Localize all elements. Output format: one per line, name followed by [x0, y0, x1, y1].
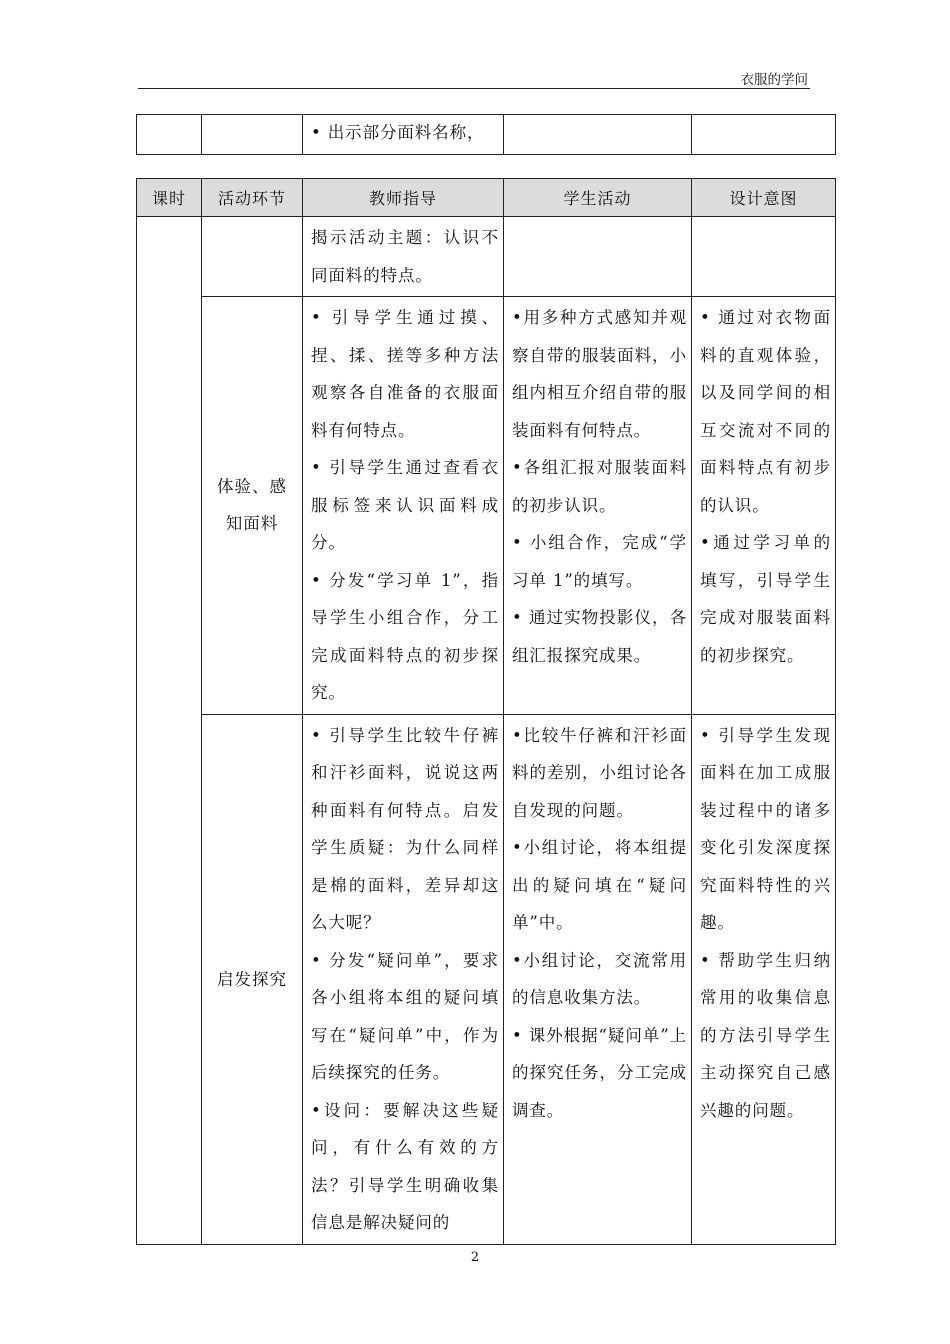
intent-cell — [692, 714, 836, 1244]
student-cell — [504, 297, 692, 715]
teacher-cell — [303, 714, 504, 1244]
intent-paragraph: •通过学习单的填写，引导学生完成对服装面料的初步探究。 — [700, 533, 831, 665]
teacher-paragraph: • 分发“学习单 1”，指导学生小组合作，分工完成面料特点的初步探究。 — [311, 570, 499, 702]
table-row — [137, 217, 836, 297]
teacher-paragraph: • 分发“疑问单”，要求各小组将本组的疑问填写在“疑问单”中，作为后续探究的任务。 — [311, 950, 499, 1082]
table-header-row — [137, 179, 836, 217]
stage-label: 体验、感知面料 — [217, 477, 287, 534]
student-paragraph: •比较牛仔裤和汗衫面料的差别，小组讨论各自发现的问题。 — [512, 725, 687, 820]
intent-paragraph: • 帮助学生归纳常用的收集信息的方法引导学生主动探究自己感兴趣的问题。 — [700, 950, 831, 1120]
student-paragraph: •小组讨论，交流常用的信息收集方法。 — [512, 950, 687, 1007]
stage-cell — [202, 217, 303, 297]
intent-cell — [692, 217, 836, 297]
continuation-table — [136, 114, 836, 155]
intent-paragraph: • 通过对衣物面料的直观体验，以及同学间的相互交流对不同的面料特点有初步的认识。 — [700, 308, 831, 515]
teacher-paragraph: • 引导学生通过摸、捏、揉、搓等多种方法观察各自准备的衣服面料有何特点。 — [311, 308, 499, 440]
continuation-row — [137, 115, 836, 155]
student-paragraph: • 通过实物投影仪，各组汇报探究成果。 — [512, 608, 687, 665]
period-cell — [137, 217, 202, 1245]
cont-teacher-text: • 出示部分面料名称， — [311, 123, 485, 142]
teacher-paragraph: 揭示活动主题：认识不同面料的特点。 — [311, 228, 499, 285]
cont-cell-teacher — [303, 115, 504, 155]
header-title: 衣服的学问 — [740, 72, 808, 88]
lesson-plan-table — [136, 178, 836, 1245]
column-header-intent: 设计意图 — [692, 179, 836, 217]
teacher-cell — [303, 217, 504, 297]
page-number: 2 — [470, 1250, 480, 1265]
column-header-period: 课时 — [137, 179, 202, 217]
teacher-paragraph: •设问：要解决这些疑问，有什么有效的方法？引导学生明确收集信息是解决疑问的 — [311, 1100, 499, 1232]
stage-cell — [202, 297, 303, 715]
student-paragraph: •用多种方式感知并观察自带的服装面料，小组内相互介绍自带的服装面料有何特点。 — [512, 308, 687, 440]
student-paragraph: •小组讨论，将本组提出的疑问填在“疑问单”中。 — [512, 838, 687, 932]
column-header-stage: 活动环节 — [202, 179, 303, 217]
teacher-paragraph: • 引导学生比较牛仔裤和汗衫面料，说说这两种面料有何特点。启发学生质疑：为什么同样是棉的面料，差异却这么大呢？ — [311, 725, 499, 932]
stage-label: 启发探究 — [217, 969, 287, 989]
teacher-cell — [303, 297, 504, 715]
cont-cell-period — [137, 115, 202, 155]
page-header — [138, 62, 810, 89]
student-cell — [504, 714, 692, 1244]
intent-cell — [692, 297, 836, 715]
table-row — [137, 297, 836, 715]
table-row — [137, 714, 836, 1244]
cont-cell-student — [504, 115, 692, 155]
student-paragraph: •各组汇报对服装面料的初步认识。 — [512, 458, 687, 515]
intent-paragraph: • 引导学生发现面料在加工成服装过程中的诸多变化引发深度探究面料特性的兴趣。 — [700, 725, 831, 932]
student-paragraph: • 课外根据“疑问单”上的探究任务，分工完成调查。 — [512, 1025, 687, 1120]
stage-cell — [202, 714, 303, 1244]
student-paragraph: • 小组合作，完成“学习单 1”的填写。 — [512, 533, 687, 590]
teacher-paragraph: • 引导学生通过查看衣服标签来认识面料成分。 — [311, 458, 499, 552]
column-header-student: 学生活动 — [504, 179, 692, 217]
cont-cell-stage — [202, 115, 303, 155]
student-cell — [504, 217, 692, 297]
cont-cell-intent — [692, 115, 836, 155]
column-header-teacher: 教师指导 — [303, 179, 504, 217]
